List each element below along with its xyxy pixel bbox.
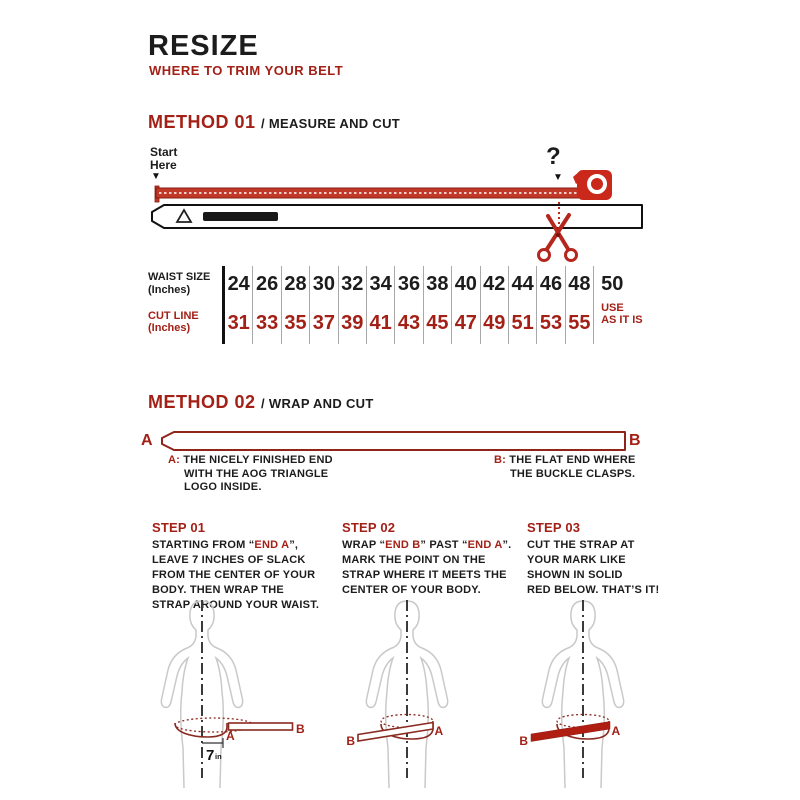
size-chart-column <box>367 266 395 344</box>
cut-line-value: 47 <box>454 311 477 334</box>
step-text-line: LEAVE 7 INCHES OF SLACK <box>152 554 306 566</box>
size-chart-table <box>148 266 656 344</box>
belt-wrap-step2 <box>358 715 433 742</box>
method1-heading <box>148 112 400 133</box>
waist-size-label: WAIST SIZE (Inches) <box>148 271 211 296</box>
measure-unit: in <box>215 752 222 761</box>
waist-size-value: 24 <box>227 272 250 295</box>
waist-size-value: 44 <box>511 272 534 295</box>
cut-line-value: 45 <box>426 311 449 334</box>
size-chart-column <box>481 266 509 344</box>
cut-line-value: 41 <box>369 311 392 334</box>
fig1-end-b-label: B <box>296 722 305 736</box>
waist-size-value: 30 <box>312 272 335 295</box>
fig3-end-a-label: A <box>611 724 621 738</box>
caption-end-b: B: THE FLAT END WHERE THE BUCKLE CLASPS. <box>494 454 636 480</box>
cut-line-value: 53 <box>539 311 563 334</box>
size-chart-column <box>424 266 452 344</box>
waist-size-value: 36 <box>397 272 421 295</box>
size-chart-column <box>310 266 338 344</box>
waist-size-value: 26 <box>255 272 279 295</box>
size-chart-value-columns <box>225 266 594 344</box>
size-chart-column <box>537 266 565 344</box>
size-chart-column <box>509 266 537 344</box>
waist-size-value: 38 <box>426 272 449 295</box>
cut-line-value: 35 <box>284 311 307 334</box>
step-text-line: SHOWN IN SOLID <box>527 569 623 581</box>
step-2-text <box>342 538 522 598</box>
fig3-end-b-label: B <box>519 734 528 748</box>
step-3-text <box>527 538 677 598</box>
cut-point-arrow-icon: ▼ <box>553 172 563 183</box>
method2-heading-suffix: / WRAP AND CUT <box>261 396 374 411</box>
waist-size-value: 32 <box>341 272 364 295</box>
size-chart-column <box>339 266 367 344</box>
logo-bar <box>203 212 278 221</box>
start-here-arrow-icon: ▼ <box>151 171 161 182</box>
size-chart-column <box>452 266 480 344</box>
waist-size-value: 48 <box>568 272 591 295</box>
step-text-line: CUT THE STRAP AT <box>527 539 635 551</box>
measuring-tape-icon <box>155 170 612 202</box>
step-1: STEP 01 STARTING FROM “END A”, LEAVE 7 INCHES OF SLACK FROM THE CENTER OF YOUR BODY. THEN WRAP THE STRAP AROUND YOUR WAIST. <box>152 520 332 613</box>
waist-size-value: 46 <box>539 272 563 295</box>
size-chart-column <box>225 266 253 344</box>
waist-size-value: 42 <box>483 272 506 295</box>
method2-heading <box>148 392 374 413</box>
step-text-line: BODY. THEN WRAP THE <box>152 584 284 596</box>
waist-size-value: 40 <box>454 272 477 295</box>
step-text-line: RED BELOW. THAT’S IT! <box>527 584 660 596</box>
caption-end-a: A: THE NICELY FINISHED END WITH THE AOG TRIANGLE LOGO INSIDE. <box>168 454 333 493</box>
step-3: STEP 03 CUT THE STRAP AT YOUR MARK LIKE SHOWN IN SOLID RED BELOW. THAT’S IT! <box>527 520 677 598</box>
waist-size-value: 34 <box>369 272 392 295</box>
method1-diagram <box>148 145 648 269</box>
cut-point-question-mark: ? <box>546 143 561 170</box>
step-text-line: STARTING FROM “END A”, <box>152 539 299 551</box>
page-title: RESIZE <box>148 30 259 62</box>
step-text-line: FROM THE CENTER OF YOUR <box>152 569 316 581</box>
size-chart-last-column <box>594 266 656 344</box>
method2-heading-number: METHOD 02 <box>148 392 256 412</box>
method1-heading-number: METHOD 01 <box>148 112 256 132</box>
cut-line-value: 51 <box>511 311 534 334</box>
waist-size-value: 50 <box>601 272 624 295</box>
cut-line-value: 33 <box>255 311 279 334</box>
cut-line-value: 49 <box>483 311 506 334</box>
cut-line-value: 55 <box>568 311 591 334</box>
cut-line-value: 39 <box>341 311 364 334</box>
step-text-line: CENTER OF YOUR BODY. <box>342 584 481 596</box>
figure-step1-wrap <box>122 596 307 796</box>
cut-line-value: 31 <box>227 311 250 334</box>
fig2-end-b-label: B <box>346 734 355 748</box>
size-chart-column <box>282 266 310 344</box>
cut-line-value: 37 <box>312 311 335 334</box>
end-a-label: A <box>141 432 153 449</box>
size-chart-column <box>566 266 594 344</box>
belt-wrap-step3 <box>531 715 610 742</box>
step-2: STEP 02 WRAP “END B” PAST “END A”. MARK THE POINT ON THE STRAP WHERE IT MEETS THE CENTER OF YOUR BODY. <box>342 520 522 598</box>
step-text-line: YOUR MARK LIKE <box>527 554 626 566</box>
fig1-end-a-label: A <box>226 729 235 743</box>
page-subtitle: WHERE TO TRIM YOUR BELT <box>149 63 344 78</box>
size-chart-column <box>253 266 281 344</box>
step-text-line: MARK THE POINT ON THE <box>342 554 486 566</box>
figure-step3-cut <box>503 596 688 796</box>
start-here-label: Start Here <box>150 145 178 172</box>
cut-line-label: CUT LINE (Inches) <box>148 309 199 335</box>
method1-heading-suffix: / MEASURE AND CUT <box>261 116 400 131</box>
step-text-line: STRAP AROUND YOUR WAIST. <box>152 599 320 611</box>
size-chart-column <box>395 266 423 344</box>
waist-size-value: 28 <box>284 272 307 295</box>
size-chart-label-column <box>148 266 225 344</box>
step-text-line: WRAP “END B” PAST “END A”. <box>342 539 512 551</box>
fig2-end-a-label: A <box>434 724 444 738</box>
measure-value: 7 <box>206 747 215 764</box>
figure-step2-mark <box>327 596 512 796</box>
use-as-it-is-label: USE AS IT IS <box>601 302 643 326</box>
end-b-label: B <box>629 432 641 449</box>
step-text-line: STRAP WHERE IT MEETS THE <box>342 569 507 581</box>
cut-line-value: 43 <box>397 311 421 334</box>
